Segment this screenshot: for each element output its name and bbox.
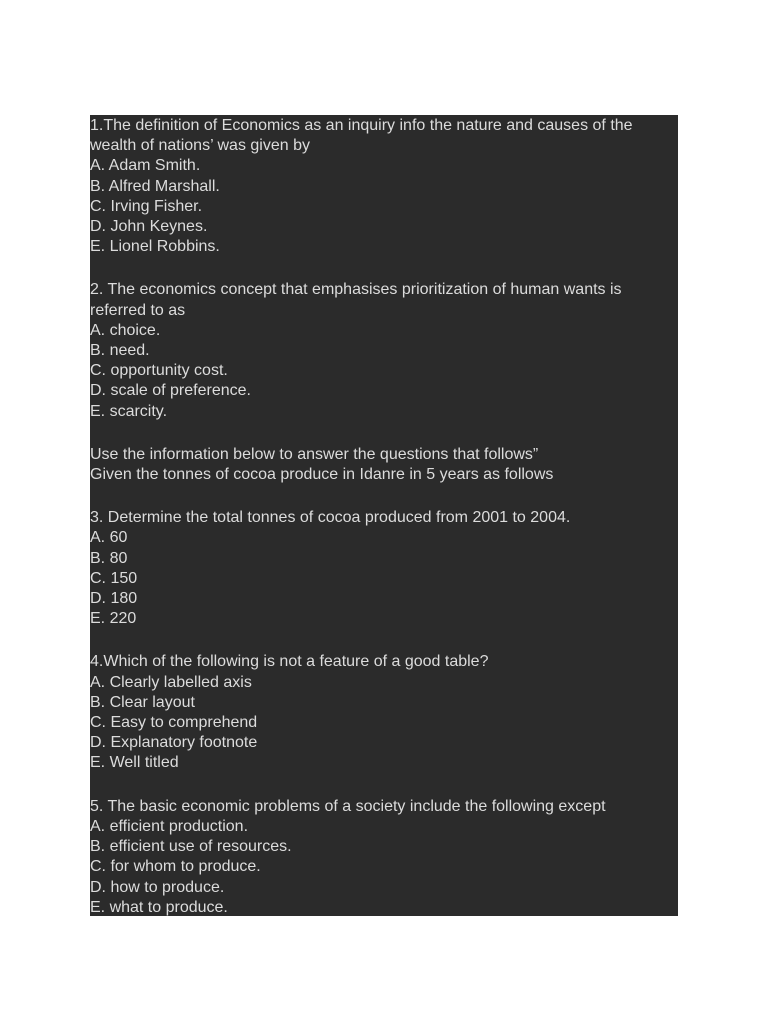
info-line-1: Use the information below to answer the questions that follows” [90, 445, 539, 463]
question-4-option-b: B. Clear layout [90, 693, 195, 711]
question-3-option-c: C. 150 [90, 569, 138, 587]
question-5-option-e: E. what to produce. [90, 898, 228, 916]
question-2-option-d: D. scale of preference. [90, 382, 251, 400]
question-4-option-a: A. Clearly labelled axis [90, 673, 252, 691]
question-1-option-e: E. Lionel Robbins. [90, 238, 220, 256]
question-1-option-d: D. John Keynes. [90, 218, 208, 236]
question-3-option-e: E. 220 [90, 610, 137, 628]
question-4-option-c: C. Easy to comprehend [90, 714, 258, 732]
question-2-option-b: B. need. [90, 342, 150, 360]
paragraph-gap [90, 485, 678, 508]
question-5 [90, 797, 678, 918]
question-3 [90, 508, 678, 629]
question-4-stem: 4.Which of the following is not a feature of a good table? [90, 653, 489, 671]
question-5-option-a: A. efficient production. [90, 817, 249, 835]
paragraph-gap [90, 422, 678, 445]
question-2-option-a: A. choice. [90, 321, 161, 339]
question-1 [90, 116, 678, 257]
question-1-option-c: C. Irving Fisher. [90, 197, 203, 215]
paragraph-gap [90, 257, 678, 280]
question-5-stem: 5. The basic economic problems of a society include the following except [90, 797, 606, 815]
document-text-block [90, 115, 678, 916]
question-4-option-d: D. Explanatory footnote [90, 734, 258, 752]
question-3-option-b: B. 80 [90, 549, 128, 567]
question-1-stem-line-1: 1.The definition of Economics as an inquiry info the nature and causes of the [90, 117, 633, 134]
question-2 [90, 280, 678, 421]
question-1-stem-line-2: wealth of nations’ was given by [90, 137, 310, 155]
question-4 [90, 652, 678, 773]
question-5-option-d: D. how to produce. [90, 878, 225, 896]
info-line-2: Given the tonnes of cocoa produce in Idanre in 5 years as follows [90, 466, 554, 484]
question-4-option-e: E. Well titled [90, 754, 179, 772]
question-5-option-c: C. for whom to produce. [90, 858, 261, 876]
question-3-option-d: D. 180 [90, 590, 138, 608]
question-3-stem: 3. Determine the total tonnes of cocoa produced from 2001 to 2004. [90, 509, 571, 527]
question-2-stem-line-1: 2. The economics concept that emphasises prioritization of human wants is [90, 281, 622, 299]
paragraph-gap [90, 629, 678, 652]
info-paragraph [90, 445, 678, 485]
question-2-stem-line-2: referred to as [90, 301, 186, 319]
question-2-option-c: C. opportunity cost. [90, 362, 228, 380]
question-2-option-e: E. scarcity. [90, 402, 168, 420]
question-3-option-a: A. 60 [90, 529, 128, 547]
question-1-option-b: B. Alfred Marshall. [90, 177, 220, 195]
question-1-option-a: A. Adam Smith. [90, 157, 201, 175]
paragraph-gap [90, 774, 678, 797]
question-5-option-b: B. efficient use of resources. [90, 838, 292, 856]
